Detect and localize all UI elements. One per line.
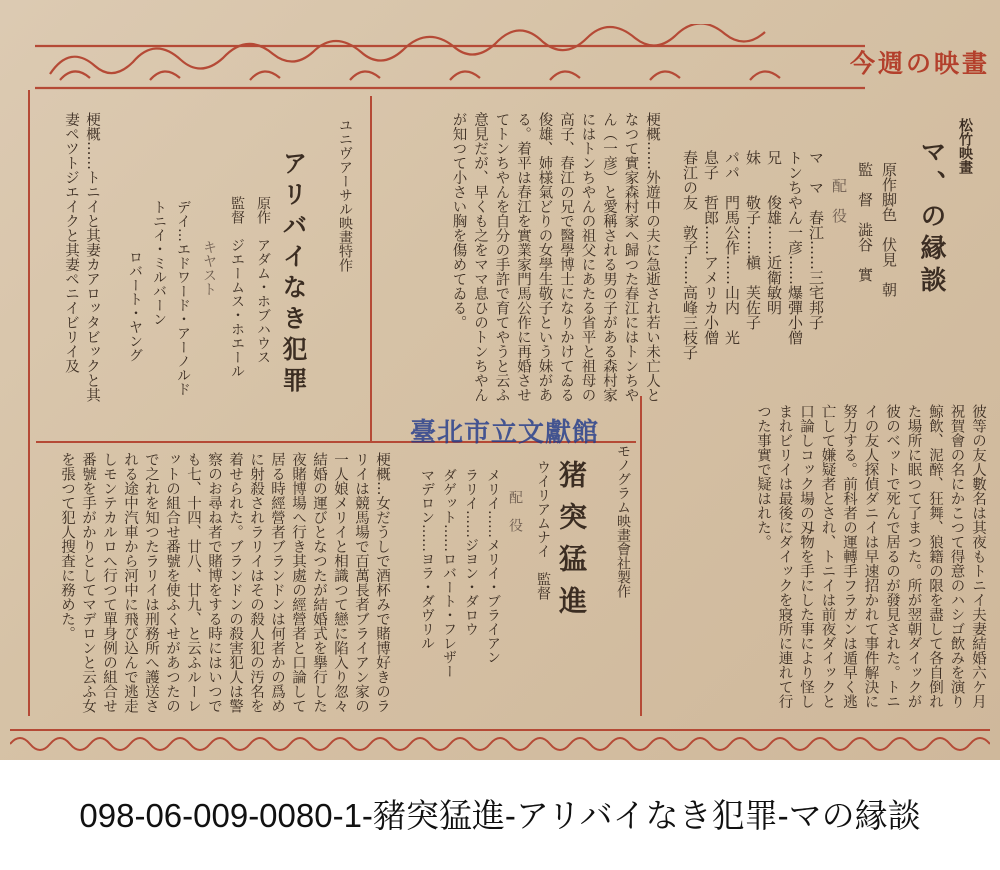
film2-studio: ユニヴアーサル映畫特作: [337, 118, 353, 272]
film1-credit-1: 原作脚色 伏見 朝: [880, 162, 898, 297]
film2-cast-item: デイ…エドワード・アーノルド: [175, 200, 191, 396]
film2-cast-item: トニイ・ミルバーン: [151, 200, 167, 326]
film1-synopsis: 梗概……外遊中の夫に急逝され若い未亡人となつて實家森村家へ歸つた春江にはトンちやん（一彦）と愛稱される男の子がある森村家にはトンちやんの祖父にあたる省平と祖母の高子、春江の兄で醫學博士になりかけてゐる俊雄、姉様氣どりの女學生敬子という妹がある。着平は春江を實業家門馬公作に再婚させてトンちやんを自分の手許で育てやうと云ふ意見だが、早くも之をママ息ひのトンちやんが知つて小さい胸を傷めてゐる。: [450, 112, 660, 402]
film1-cast-item: パパ 門馬公作……山内 光: [723, 150, 741, 345]
film1-credit-2: 監 督 澁谷 實: [856, 162, 874, 282]
film1-cast-item: マ マ 春江……三宅邦子: [807, 150, 825, 330]
film1-cast-item: 息子 哲郎……アメリカ小僧: [702, 150, 720, 345]
film2-synopsis: 梗概……トニイと其妻カアロッタビックと其妻ペツトジエイクと其妻ペニイビリイ及: [63, 112, 100, 402]
film3-cast-label: 配 役: [507, 490, 523, 532]
library-watermark: 臺北市立文獻館: [410, 418, 600, 448]
film3-synopsis: 梗概…女だうしで酒杯みで賭博好きのラリイは競馬場で百萬長者ブライアン家の一人娘メリイと相識つて戀に陷入り忽々結婚の運びとなつたが結婚式を擧行した夜賭博場へ行き其處の經營者と口論して居る時經營者ブランドンは何者かの爲めに射殺されラリイはその殺人犯の汚名を着せられた。ブランドンの殺害犯人は警察のお尋ね者で賭博をする時にはいつでも七、十四、廿八、廿九、と云ふルーレットの組合せ番號を使ふくせがあつたので之れを知つたラリイは刑務所へ護送される途中汽車から河中に飛び込んで逃走しモンテカルロへ行つて單身例の組合せ番號を手がかりとしてマデロンと云ふ女を張つて犯人搜査に務めた。: [59, 452, 390, 713]
film3-credit-1: ウイリアムナイ 監督: [535, 460, 551, 600]
film1-cast-item: 春江の友 敦子……高峰三枝子: [681, 150, 699, 360]
film3-cast-item: メリイ……メリイ・ブライアン: [485, 468, 501, 664]
film3-cast-list: [392, 468, 504, 700]
film2-cast-label: キヤスト: [201, 240, 217, 296]
film1-studio: 松竹映畫: [957, 118, 973, 174]
film1-title: マ、の縁談: [916, 138, 946, 298]
film2-credit-1: 原作 アダム・ホブハウス: [255, 196, 271, 364]
film3-title: 猪突猛進: [555, 460, 588, 628]
left-frame-line: [28, 90, 30, 716]
film3-cast-item: マデロン……ヨラ・ダヴリル: [419, 468, 435, 650]
bottom-ornament: [10, 722, 990, 752]
header-title: 今週の映畫: [849, 49, 990, 78]
film3-cast-item: ダゲット……ロバート・フレザー: [441, 468, 457, 678]
header-ornament: [30, 24, 870, 94]
film1-continued-text: 彼等の友人數名は其夜もトニイ夫妻結婚六ケ月祝賀會の名にかこつて得意のハシゴ飲みを演り鯨飲、泥醉、狂舞、狼籍の限を盡して各自倒れた場所に眠つて了まつた。所が翌朝ダイックが彼のベットで死んで居るのが發見された。トニイの友人探偵ダニイは早速招かれて事件解決に努力する。前科者の運轉手フラガンは遁早く逃亡して嫌疑者とされ、トニイは前夜ダイックと口論しコック場の刄物を手にした事により怪しまれビリイは最後にダイックを寢所に連れて行つた事實で疑はれた。: [755, 404, 986, 709]
film2-cast-item: ロバート・ヤング: [127, 250, 143, 362]
film1-cast-item: 妹 敬子……槇 芙佐子: [744, 150, 762, 330]
film3-cast-item: ラリイ……ジヨン・ダロウ: [463, 468, 479, 636]
film2-credit-2: 監督 ジエームス・ホエール: [229, 196, 245, 378]
film1-cast-item: 兄 俊雄……近衛敏明: [765, 150, 783, 315]
film1-cast-list: [656, 150, 826, 400]
film2-title: アリバイなき犯罪: [279, 150, 308, 398]
archive-caption: 098-06-009-0080-1-豬突猛進-アリバイなき犯罪-マの縁談: [79, 797, 921, 834]
film1-cast-item: トンちやん一彦……爆彈小僧: [786, 150, 804, 345]
film1-cast-label: 配 役: [830, 178, 848, 223]
divider-vertical-lower: [640, 396, 642, 716]
film3-studio: モノグラム映畫會社製作: [615, 444, 631, 598]
